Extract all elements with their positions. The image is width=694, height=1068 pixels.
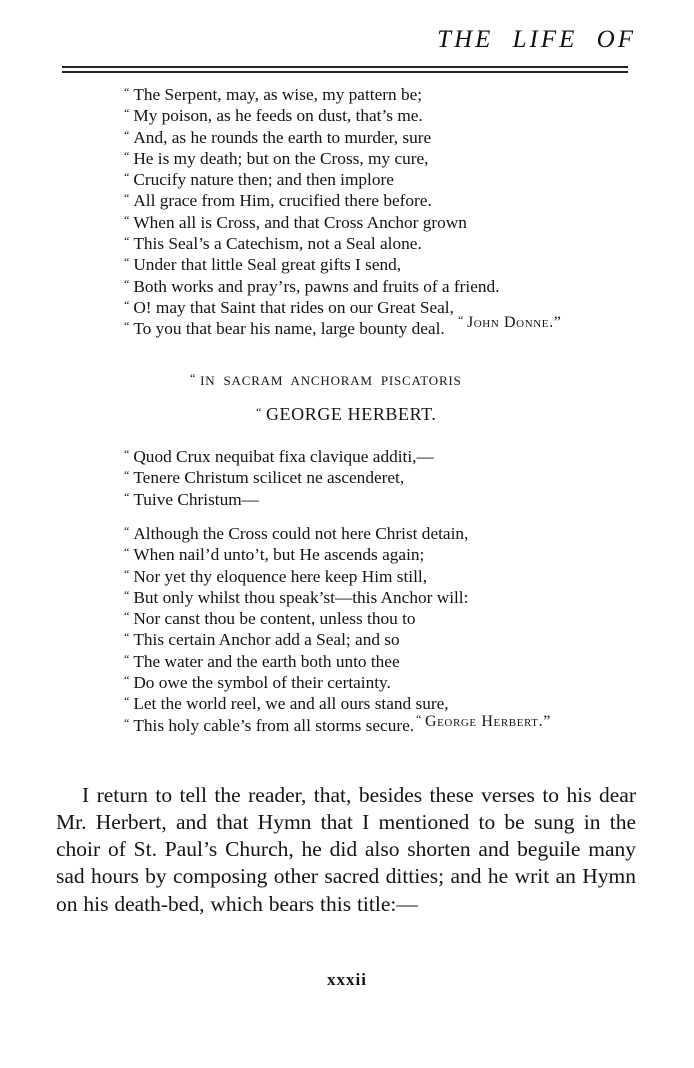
verse-line: “ This Seal’s a Catechism, not a Seal alone.: [124, 234, 422, 254]
verse-line: “ This holy cable’s from all storms secure.: [124, 715, 415, 735]
poem-donne: [124, 83, 500, 339]
poem-herbert-english: [124, 522, 468, 735]
rule-line-bottom: [62, 71, 628, 73]
verse-line: “ My poison, as he feeds on dust, that’s me.: [124, 106, 423, 126]
page-number: xxxii: [327, 970, 367, 989]
verse-line: “ Under that little Seal great gifts I send,: [124, 255, 402, 275]
verse-line: “ Do owe the symbol of their certainty.: [124, 673, 391, 693]
verse-line: “ When all is Cross, and that Cross Anchor grown: [124, 212, 467, 232]
verse-line: “ Quod Crux nequibat fixa clavique additi,—: [124, 447, 434, 466]
verse-line: “ Tenere Christum scilicet ne ascenderet,: [124, 468, 405, 488]
verse-line: “ O! may that Saint that rides on our Great Seal,: [124, 297, 454, 317]
rule-line-top: [62, 66, 628, 68]
header-double-rule: [62, 66, 628, 74]
verse-line: “ Nor canst thou be content, unless thou to: [124, 609, 416, 629]
herbert-poem-title: “ IN SACRAM ANCHORAM PISCATORIS: [190, 371, 462, 388]
running-head: THE LIFE OF: [437, 26, 636, 53]
verse-line: “ To you that bear his name, large bounty deal.: [124, 319, 445, 339]
verse-line: “ The Serpent, may, as wise, my pattern be;: [124, 85, 423, 104]
verse-line: “ He is my death; but on the Cross, my cure,: [124, 148, 429, 168]
verse-line: “ The water and the earth both unto thee: [124, 651, 400, 671]
verse-line: “ Although the Cross could not here Christ detain,: [124, 524, 469, 543]
poem-herbert-latin: [124, 445, 434, 509]
verse-line: “ Nor yet thy eloquence here keep Him still,: [124, 566, 428, 586]
body-paragraph: I return to tell the reader, that, besides these verses to his dear Mr. Herbert, and that Hymn that I mentioned to be sung in the choir of St. Paul’s Church, he did also shorten and beguile many sad hours by composing other sacred ditties; and he writ an Hymn on his death-bed, which bears this title:—: [56, 782, 636, 916]
verse-line: “ But only whilst thou speak’st—this Anchor will:: [124, 587, 469, 607]
verse-line: “ Both works and pray’rs, pawns and fruits of a friend.: [124, 276, 500, 296]
verse-line: “ Let the world reel, we and all ours stand sure,: [124, 694, 449, 714]
herbert-author-heading: “ GEORGE HERBERT.: [256, 404, 437, 424]
verse-line: “ All grace from Him, crucified there before.: [124, 191, 432, 211]
verse-line: “ Crucify nature then; and then implore: [124, 170, 394, 190]
donne-attribution: “ John Donne.”: [458, 313, 562, 331]
verse-line: “ Tuive Christum—: [124, 489, 259, 509]
herbert-attribution: “ George Herbert.”: [416, 712, 551, 730]
verse-line: “ This certain Anchor add a Seal; and so: [124, 630, 400, 650]
verse-line: “ And, as he rounds the earth to murder, sure: [124, 127, 432, 147]
verse-line: “ When nail’d unto’t, but He ascends again;: [124, 545, 425, 565]
